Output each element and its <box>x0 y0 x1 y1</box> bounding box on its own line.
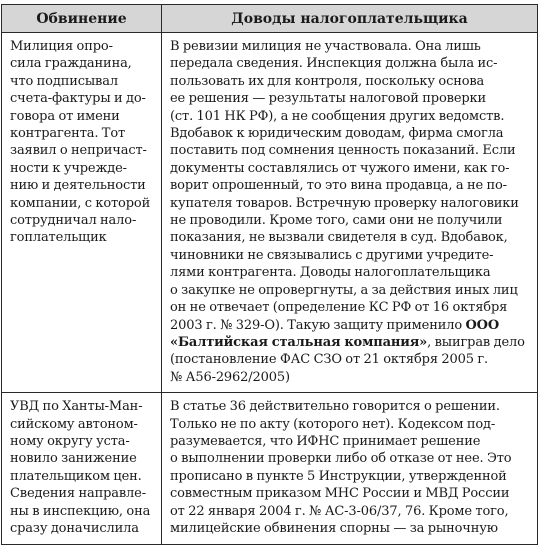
argument-line: не проводили. Кроме того, сами они не получили <box>170 213 503 229</box>
accusation-line: заявил о непричаст- <box>10 143 147 159</box>
argument-line: разумевается, что ИФНС принимает решение <box>170 433 481 449</box>
argument-line-company-name: «Балтийская стальная компания», выиграв дело <box>170 334 525 350</box>
accusation-line: ности к учрежде- <box>10 160 127 176</box>
argument-line: передала сведения. Инспекция должна была ис- <box>170 56 498 72</box>
accusation-line: сийскому автоном- <box>10 416 138 432</box>
accusation-line: сотрудничал нало- <box>10 213 137 229</box>
accusation-line: нию и деятельности <box>10 178 146 194</box>
argument-cell <box>162 33 538 393</box>
argument-line: ее решения — результаты налоговой проверки <box>170 91 487 107</box>
accusation-line: Сведения направле- <box>10 486 146 502</box>
accusation-line: новило занижение <box>10 451 137 467</box>
argument-line: прописано в пункте 5 Инструкции, утвержденной <box>170 468 507 484</box>
argument-line: В ревизии милиция не участвовала. Она лишь <box>170 39 481 54</box>
argument-line: В статье 36 действительно говорится о решении. <box>170 399 500 415</box>
accusation-line: УВД по Ханты-Ман- <box>10 399 143 415</box>
table-header-row <box>2 5 538 33</box>
argument-line: ворит опрошенный, то это вина продавца, а не по- <box>170 178 507 194</box>
accusation-line: счета-фактуры и до- <box>10 91 146 107</box>
table-row <box>2 393 538 545</box>
accusation-line: ны в инспекцию, она <box>10 503 151 519</box>
argument-line: чиновники не связывались с другими учредите- <box>170 247 494 263</box>
header-accusation: Обвинение <box>2 5 162 33</box>
argument-line: Только не по акту (которого нет). Кодексом под- <box>170 416 496 432</box>
table-row <box>2 33 538 393</box>
argument-line: поставить под сомнения ценность показаний. Если <box>170 143 516 159</box>
argument-line-with-company: 2003 г. № 329-О). Такую защиту применило ООО <box>170 317 500 333</box>
header-arguments: Доводы налогоплательщика <box>162 5 538 33</box>
argument-line: № А56-2962/2005) <box>170 369 290 385</box>
accusation-line: говора от имени <box>10 108 120 124</box>
accusation-line: плательщиком цен. <box>10 468 142 484</box>
argument-line: от 22 января 2004 г. № АС-3-06/37, 76. Кроме того, <box>170 503 509 519</box>
argument-line: показания, не вызвали свидетеля в суд. Вдобавок, <box>170 230 508 246</box>
accusation-line: Милиция опро- <box>10 39 113 54</box>
argument-line: милицейские обвинения спорны — за рыночную <box>170 520 498 536</box>
argument-line: (ст. 101 НК РФ), а не сообщения других ведомств. <box>170 108 505 124</box>
accusation-cell <box>2 393 162 545</box>
argument-line: о закупке не опровергнуты, а за действия иных лиц <box>170 282 518 298</box>
argument-line: (постановление ФАС СЗО от 21 октября 2005 г. <box>170 352 488 368</box>
accusation-line: сила гражданина, <box>10 56 132 72</box>
argument-line: совместным приказом МНС России и МВД России <box>170 486 510 502</box>
accusation-cell <box>2 33 162 393</box>
argument-cell <box>162 393 538 545</box>
argument-line: Вдобавок к юридическим доводам, фирма смогла <box>170 126 504 142</box>
argument-line: пользовать их для контроля, поскольку основа <box>170 73 485 89</box>
argument-line: о выполнении проверки либо об отказе от нее. Это <box>170 451 512 467</box>
accusation-line: что подписывал <box>10 73 118 89</box>
accusation-line: ному округу уста- <box>10 433 130 449</box>
argument-line: он не отвечает (определение КС РФ от 16 октября <box>170 300 508 316</box>
accusation-line: сразу доначислила <box>10 520 139 536</box>
accusation-line: компании, с которой <box>10 195 151 211</box>
accusation-line: гоплательщик <box>10 230 107 246</box>
accusations-arguments-table <box>1 4 538 545</box>
argument-line: лями контрагента. Доводы налогоплательщика <box>170 265 491 281</box>
argument-line: купателя товаров. Встречную проверку налоговики <box>170 195 519 211</box>
argument-line: документы составлялись от чужого имени, как го- <box>170 160 510 176</box>
accusation-line: контрагента. Тот <box>10 126 126 142</box>
